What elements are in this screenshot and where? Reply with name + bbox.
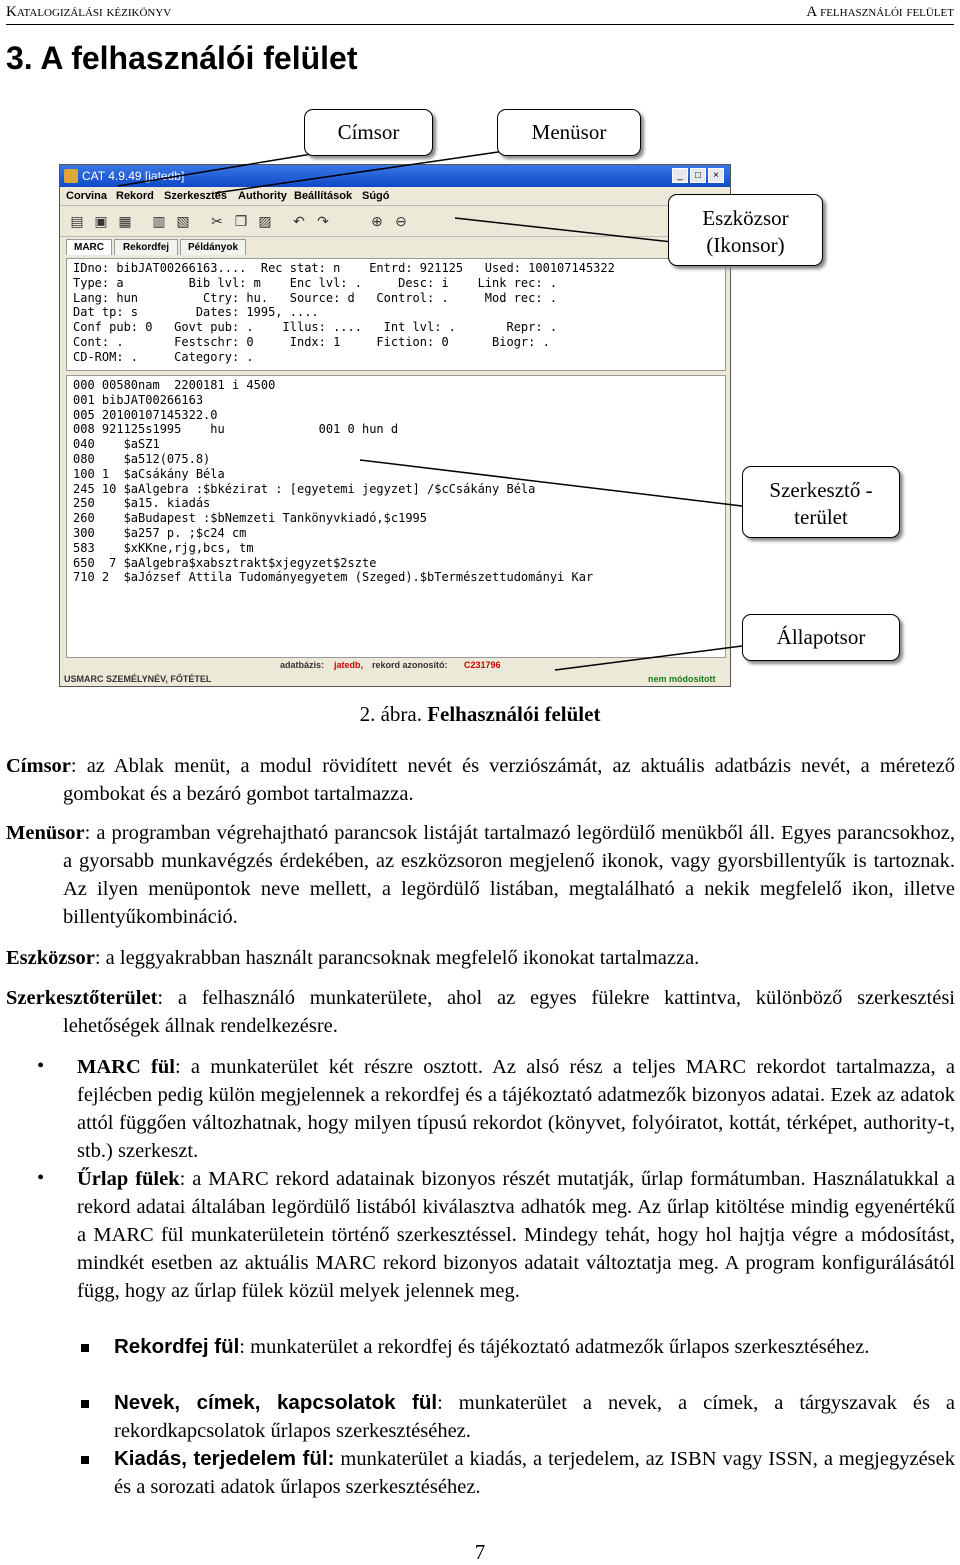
term: MARC fül [77, 1056, 175, 1078]
zoom-out-icon: ⊖ [395, 213, 407, 229]
paragraph-cimsor [6, 752, 955, 808]
fixed-field-line: Cont: . Festschr: 0 Indx: 1 Fiction: 0 Biogr: . [73, 334, 550, 349]
paragraph-menusor [6, 819, 955, 931]
menu-item: Súgó [362, 190, 390, 202]
menu-item: Authority [238, 190, 287, 202]
bullet-marc [77, 1053, 955, 1165]
marc-field-line: 001 bibJAT00266163 [73, 392, 204, 407]
tab-marc: MARC [66, 239, 112, 255]
menu-item: Beállítások [294, 190, 353, 202]
callout-allapotsor: Állapotsor [742, 614, 900, 661]
marc-field-line: 300 $a257 p. ;$c24 cm [73, 525, 247, 540]
marc-field-line: 710 2 $aJózsef Attila Tudományegyetem (Szeged).$bTermészettudományi Kar [73, 570, 594, 585]
save-icon: ▣ [94, 213, 108, 229]
caption-text: Felhasználói felület [427, 702, 601, 726]
cut-icon: ✂ [211, 213, 223, 229]
text: munkaterület a kiadás, a terjedelem, az ISBN vagy ISSN, a megjegyzések és a sorozati adatok űrlapos szerkesztéséhez. [114, 1448, 956, 1498]
print-icon: ▦ [118, 213, 132, 229]
text: : a MARC rekord adatainak bizonyos részét mutatják, űrlap formátumban. Használatukkal a rekord adatai általában legördülő listából kiválasztva adhatók meg. Az űrlap kitöltése mindig egyenértékű a MARC fül munkaterületein történő szerkesztéssel. Mindegy tehát, hogy hol hajtja végre a módosítást, mindkét esetben az aktuális MARC rekord bizonyos adatait változtatja meg. A program konfigurálásától függ, hogy az űrlap fülek közül melyek jelennek meg. [77, 1168, 955, 1302]
fixed-field-line: CD-ROM: . Category: . [73, 349, 254, 364]
window-title: CAT 4.9.49 [jatedb] [82, 169, 185, 183]
bullet-icon: • [37, 1167, 45, 1189]
text: : a leggyakrabban használt parancsoknak megfelelő ikonokat tartalmazza. [94, 947, 700, 969]
marc-field-line: 005 20100107145322.0 [73, 407, 218, 422]
maximize-icon: □ [690, 168, 706, 183]
marc-field-line: 008 921125s1995 hu 001 0 hun d [73, 422, 399, 437]
minimize-icon: _ [672, 168, 688, 183]
header-left: Katalogizálási kézikönyv [6, 4, 172, 20]
marc-field-line: 650 7 $aAlgebra$xabsztrakt$xjegyzet$2szte [73, 555, 377, 570]
new-icon: ▤ [70, 213, 84, 229]
text: : az Ablak menüt, a modul rövidített nevét és verziószámát, az aktuális adatbázis nevét, a méretező gombokat és a bezáró gombot tartalmazza. [63, 755, 955, 805]
marc-field-line: 250 $a15. kiadás [73, 496, 211, 511]
marc-field-line: 080 $a512(075.8) [73, 451, 211, 466]
szerkeszto-pointer [360, 460, 742, 506]
sub-bullet-kiadas [114, 1445, 955, 1501]
tab-rekordfej: Rekordfej [114, 239, 178, 255]
close-icon: × [708, 168, 724, 183]
term: Menüsor [6, 822, 85, 844]
callout-eszkozsor: Eszközsor (Ikonsor) [668, 194, 823, 266]
menusor-pointer [215, 151, 505, 193]
square-bullet-icon [81, 1400, 89, 1408]
callout-szerkeszto: Szerkesztő -terület [742, 466, 900, 538]
text: : munkaterület a nevek, a címek, a tárgyszavak és a rekordkapcsolatok űrlapos szerkesztéséhez. [114, 1392, 955, 1442]
paragraph-eszkozsor [6, 944, 955, 972]
bullet-urlap [77, 1165, 955, 1305]
bullet-icon: • [37, 1055, 45, 1077]
fixed-field-line: IDno: bibJAT00266163.... Rec stat: n Entrd: 921125 Used: 100107145322 [73, 261, 615, 275]
menu-item: Szerkesztés [164, 190, 227, 202]
undo-icon: ↶ [293, 213, 305, 229]
fixed-field-line: Dat tp: s Dates: 1995, .... [73, 305, 319, 320]
term: Eszközsor [6, 947, 95, 969]
figure-caption [0, 702, 960, 727]
sub-bullet-rekordfej [114, 1333, 955, 1361]
paste-icon: ▨ [258, 213, 272, 229]
term: Címsor [6, 755, 71, 777]
marc-field-line: 040 $aSZ1 [73, 437, 160, 452]
marc-field-line: 583 $xKKne,rjg,bcs, tm [73, 540, 254, 555]
redo-icon: ↷ [317, 213, 329, 229]
allapotsor-pointer [555, 646, 742, 670]
form-icon: ▧ [176, 213, 190, 229]
status-db-label: adatbázis: [280, 660, 325, 670]
copy-icon: ❐ [234, 213, 248, 229]
preview-icon: ▥ [152, 213, 166, 229]
marc-field-line: 260 $aBudapest :$bNemzeti Tankönyvkiadó,$c1995 [73, 511, 428, 526]
term: Rekordfej fül [114, 1335, 240, 1358]
callout-cimsor: Címsor [304, 109, 433, 156]
status-modified: nem módosított [648, 674, 716, 684]
status-rec-value: C231796 [464, 660, 501, 670]
term: Kiadás, terjedelem fül: [114, 1447, 335, 1470]
callout-pointers [0, 0, 960, 700]
fixed-field-line: Lang: hun Ctry: hu. Source: d Control: . Mod rec: . [73, 290, 558, 305]
square-bullet-icon [81, 1456, 89, 1464]
menu-item: Rekord [116, 190, 154, 202]
status-db-value: jatedb, [334, 660, 364, 670]
marc-field-line: 000 00580nam 2200181 i 4500 [73, 378, 276, 392]
page-title: 3. A felhasználói felület [6, 40, 358, 76]
tab-peldanyok: Példányok [180, 239, 246, 255]
marc-field-line: 245 10 $aAlgebra :$bkézirat : [egyetemi jegyzet] /$cCsákány Béla [73, 481, 536, 496]
term: Szerkesztőterület [6, 987, 158, 1009]
eszkozsor-pointer [455, 218, 690, 244]
term: Űrlap fülek [77, 1168, 180, 1190]
marc-field-line: 100 1 $aCsákány Béla [73, 466, 225, 481]
sub-bullet-nevek [114, 1389, 955, 1445]
text: : a programban végrehajtható parancsok listáját tartalmazó legördülő menükből áll. Egyes parancsokhoz, a gyorsabb munkavégzés érdekében, az eszközsoron megjelenő ikonok, vagy gyorsbillentyűk is tartoznak. Az ilyen menüpontok neve mellett, a legördülő listában, megtalálható a nekik megfelelő ikon, illetve billentyűkombináció. [63, 822, 955, 928]
page-number: 7 [474, 1540, 486, 1564]
zoom-in-icon: ⊕ [371, 213, 383, 229]
text: : munkaterület a rekordfej és tájékoztató adatmezők űrlapos szerkesztéséhez. [239, 1336, 870, 1358]
text: : a munkaterület két részre osztott. Az alsó rész a teljes MARC rekordot tartalmazza, a fejlécben pedig külön megjelennek a rekordfej és a tájékoztató adatmezők bizonyos adatai. Ezek az adatok attól függően változhatnak, hogy milyen típusú rekordot (könyvet, folyóiratot, kottát, térképet, authority-t, stb.) szerkeszt. [77, 1056, 955, 1162]
header-right: A felhasználói felület [806, 4, 954, 20]
text: : a felhasználó munkaterülete, ahol az egyes fülekre kattintva, különböző szerkesztési lehetőségek állnak rendelkezésre. [63, 987, 955, 1037]
paragraph-szerkeszto [6, 984, 955, 1040]
fixed-field-line: Conf pub: 0 Govt pub: . Illus: .... Int lvl: . Repr: . [73, 320, 558, 335]
callout-menusor: Menüsor [497, 109, 641, 156]
term: Nevek, címek, kapcsolatok fül [114, 1391, 438, 1414]
menu-item: Corvina [66, 190, 107, 202]
fixed-field-line: Type: a Bib lvl: m Enc lvl: . Desc: i Link rec: . [73, 275, 558, 290]
status-rec-label: rekord azonosító: [372, 660, 448, 670]
caption-number: 2. ábra. [359, 702, 428, 726]
status-left: USMARC SZEMÉLYNÉV, FŐTÉTEL [64, 674, 212, 684]
square-bullet-icon [81, 1344, 89, 1352]
